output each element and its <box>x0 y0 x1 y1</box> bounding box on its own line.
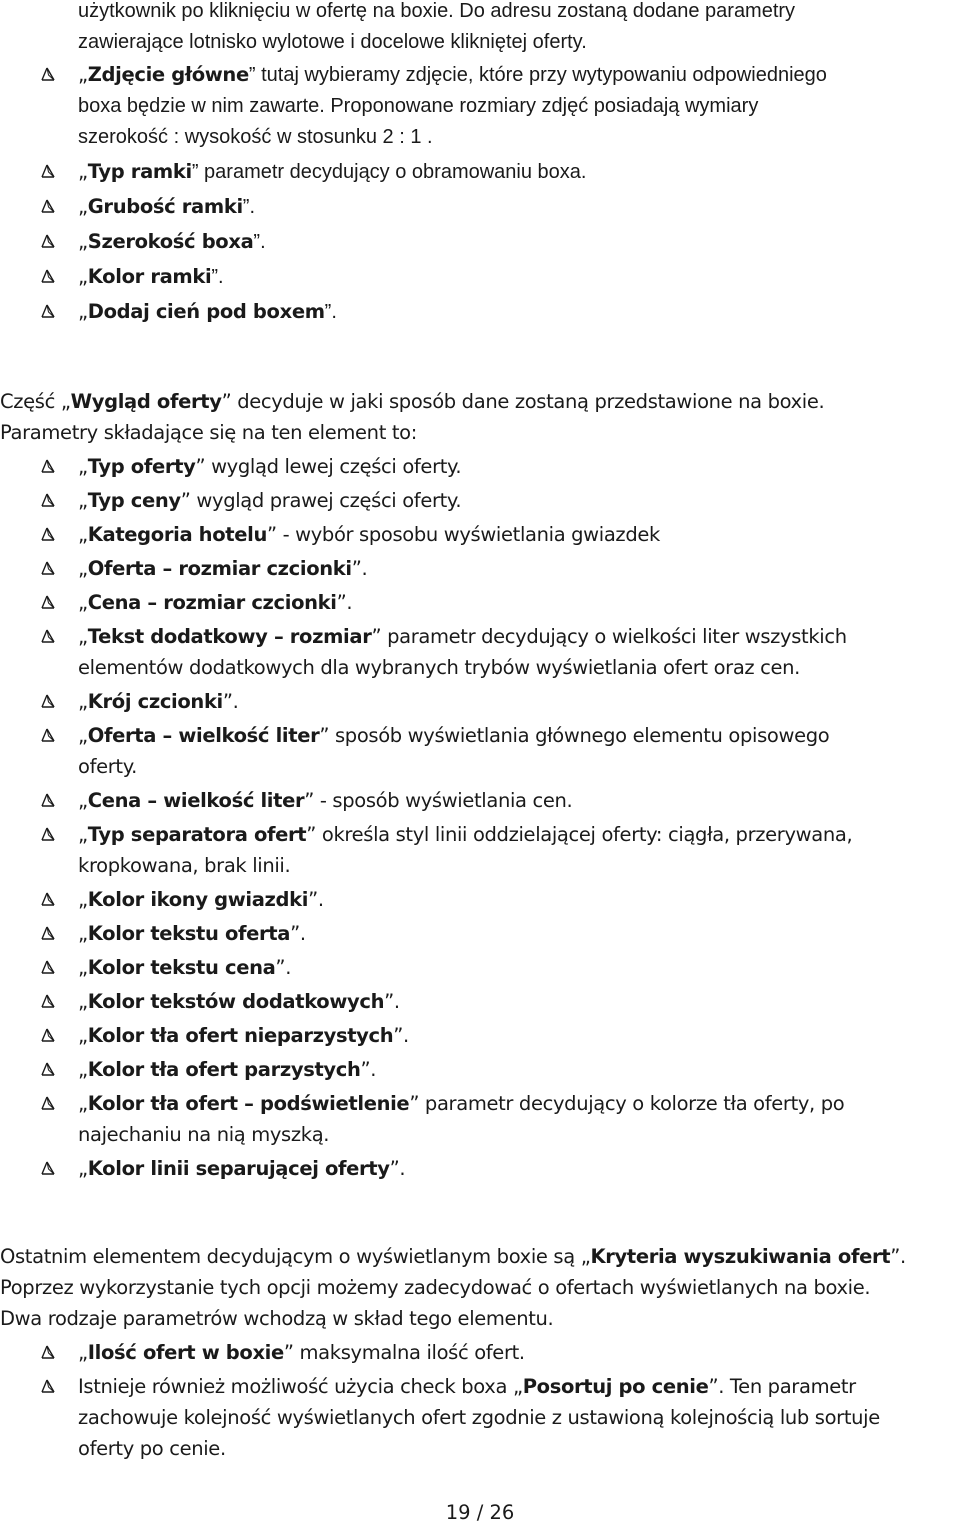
bullet-icon <box>40 233 56 249</box>
list-item: „Kolor tła ofert – podświetlenie” parametr decydujący o kolorze tła oferty, po najechaniu na nią myszką. <box>0 1088 960 1150</box>
item-text: . <box>399 1157 406 1180</box>
list-item: Istnieje również możliwość użycia check boxa „Posortuj po cenie”. Ten parametr zachowuje kolejność wyświetlanych ofert zgodnie z ustawioną kolejnością lub sortuje oferty po cenie. <box>0 1371 960 1464</box>
list-item: „Typ separatora ofert” określa styl linii oddzielającej oferty: ciągła, przerywana, kropkowana, brak linii. <box>0 819 960 881</box>
list-item: „Typ ceny” wygląd prawej części oferty. <box>0 485 960 516</box>
list-item: „Kolor tła ofert parzystych”. <box>0 1054 960 1085</box>
bullet-icon <box>40 1378 56 1394</box>
bullet-icon <box>40 198 56 214</box>
section-search-line: Dwa rodzaje parametrów wchodzą w skład tego elementu. <box>0 1307 554 1330</box>
item-title: Kolor tekstów dodatkowych <box>87 990 385 1013</box>
intro-line: zawierające lotnisko wylotowe i docelowe klikniętej oferty. <box>78 31 587 53</box>
bullet-icon <box>40 458 56 474</box>
item-text: oferty. <box>78 755 137 778</box>
item-text: . Ten parametr <box>718 1375 856 1398</box>
bullet-icon <box>40 163 56 179</box>
item-title: Kolor linii separującej oferty <box>87 1157 390 1180</box>
list-item: „Kategoria hotelu” - wybór sposobu wyświetlania gwiazdek <box>0 519 960 550</box>
bullet-icon <box>40 66 56 82</box>
section-search-line: Poprzez wykorzystanie tych opcji możemy zadecydować o ofertach wyświetlanych na boxie. <box>0 1276 871 1299</box>
bullet-icon <box>40 993 56 1009</box>
item-text: . <box>285 956 292 979</box>
bullet-icon <box>40 1160 56 1176</box>
item-text: . <box>403 1024 409 1047</box>
item-text: oferty po cenie. <box>78 1437 226 1460</box>
list-settings-box <box>0 59 960 331</box>
bullet-icon <box>40 1027 56 1043</box>
intro-paragraph <box>0 0 960 58</box>
list-item: „Szerokość boxa”. <box>0 226 960 258</box>
list-item: „Typ ramki” parametr decydujący o obramowaniu boxa. <box>0 156 960 188</box>
item-text: maksymalna ilość ofert. <box>293 1341 525 1364</box>
item-text: . <box>317 888 324 911</box>
item-title: Posortuj po cenie <box>522 1375 709 1398</box>
item-text: szerokość : wysokość w stosunku 2 : 1 . <box>78 126 433 148</box>
bullet-icon <box>40 826 56 842</box>
item-text: . <box>346 591 353 614</box>
item-title: Cena – wielkość liter <box>87 789 305 812</box>
bullet-icon <box>40 891 56 907</box>
item-text: sposób wyświetlania głównego elementu opisowego <box>329 724 830 747</box>
item-title: Kolor tła ofert – podświetlenie <box>87 1092 410 1115</box>
list-item: „Kolor tekstu oferta”. <box>0 918 960 949</box>
item-title: Kolor tekstu oferta <box>87 922 291 945</box>
item-title: Kolor tła ofert parzystych <box>87 1058 361 1081</box>
list-search-criteria <box>0 1337 960 1467</box>
item-title: Cena – rozmiar czcionki <box>87 591 337 614</box>
item-text: elementów dodatkowych dla wybranych trybów wyświetlania ofert oraz cen. <box>78 656 801 679</box>
list-item: „Dodaj cień pod boxem”. <box>0 296 960 328</box>
item-text: określa styl linii oddzielającej oferty: ciągła, przerywana, <box>316 823 853 846</box>
item-text: . <box>370 1058 377 1081</box>
bullet-icon <box>40 303 56 319</box>
item-title: Krój czcionki <box>87 690 223 713</box>
section-title: Wygląd oferty <box>70 390 222 413</box>
section-search-line: Ostatnim elementem decydującym o wyświetlanym boxie są „Kryteria wyszukiwania ofert”. <box>0 1245 906 1268</box>
item-text: . <box>218 266 224 288</box>
section-text: decyduje w jaki sposób dane zostaną przedstawione na boxie. <box>231 390 825 413</box>
list-appearance <box>0 451 960 1187</box>
list-item: „Kolor linii separującej oferty”. <box>0 1153 960 1184</box>
page-number: 19 / 26 <box>445 1501 515 1524</box>
section-title: Kryteria wyszukiwania ofert <box>590 1245 891 1268</box>
bullet-icon <box>40 560 56 576</box>
bullet-icon <box>40 492 56 508</box>
bullet-icon <box>40 959 56 975</box>
item-text: . <box>260 231 266 253</box>
item-text: parametr decydujący o kolorze tła oferty, po <box>419 1092 845 1115</box>
list-item: „Krój czcionki”. <box>0 686 960 717</box>
item-text: parametr decydujący o obramowaniu boxa. <box>198 161 587 183</box>
intro-line: użytkownik po kliknięciu w ofertę na boxie. Do adresu zostaną dodane parametry <box>78 0 796 22</box>
section-appearance-line: Część „Wygląd oferty” decyduje w jaki sposób dane zostaną przedstawione na boxie. <box>0 390 825 413</box>
item-title: Kolor tekstu cena <box>87 956 276 979</box>
bullet-icon <box>40 727 56 743</box>
section-appearance <box>0 386 960 448</box>
item-title: Ilość ofert w boxie <box>87 1341 284 1364</box>
item-text: . <box>232 690 239 713</box>
item-text: . <box>299 922 306 945</box>
list-item: „Typ oferty” wygląd lewej części oferty. <box>0 451 960 482</box>
list-item: „Zdjęcie główne” tutaj wybieramy zdjęcie, które przy wytypowaniu odpowiedniego boxa będzie w nim zawarte. Proponowane rozmiary zdjęć posiadają wymiary szerokość : wysokość w stosunku 2 : 1 . <box>0 59 960 153</box>
list-item: „Grubość ramki”. <box>0 191 960 223</box>
list-item: „Oferta – rozmiar czcionki”. <box>0 553 960 584</box>
bullet-icon <box>40 594 56 610</box>
item-text: - sposób wyświetlania cen. <box>314 789 573 812</box>
item-text: boxa będzie w nim zawarte. Proponowane rozmiary zdjęć posiadają wymiary <box>78 95 759 117</box>
bullet-icon <box>40 693 56 709</box>
list-item: „Kolor tekstów dodatkowych”. <box>0 986 960 1017</box>
item-text: wygląd prawej części oferty. <box>190 489 462 512</box>
bullet-icon <box>40 268 56 284</box>
bullet-icon <box>40 1061 56 1077</box>
item-title: Zdjęcie główne <box>87 63 249 86</box>
item-title: Typ ceny <box>87 489 181 512</box>
bullet-icon <box>40 925 56 941</box>
list-item: „Ilość ofert w boxie” maksymalna ilość ofert. <box>0 1337 960 1368</box>
list-item: „Kolor ikony gwiazdki”. <box>0 884 960 915</box>
list-item: „Tekst dodatkowy – rozmiar” parametr decydujący o wielkości liter wszystkich elementów dodatkowych dla wybranych trybów wyświetlania ofert oraz cen. <box>0 621 960 683</box>
item-text: parametr decydujący o wielkości liter wszystkich <box>381 625 847 648</box>
list-item: „Kolor tła ofert nieparzystych”. <box>0 1020 960 1051</box>
item-title: Kategoria hotelu <box>87 523 267 546</box>
item-text: zachowuje kolejność wyświetlanych ofert zgodnie z ustawioną kolejnością lub sortuje <box>78 1406 880 1429</box>
section-appearance-line: Parametry składające się na ten element to: <box>0 421 417 444</box>
bullet-icon <box>40 526 56 542</box>
bullet-icon <box>40 1344 56 1360</box>
item-text: . <box>393 990 400 1013</box>
section-text: Ostatnim elementem decydującym o wyświetlanym boxie są <box>0 1245 581 1268</box>
item-text: najechaniu na nią myszką. <box>78 1123 330 1146</box>
item-text: - wybór sposobu wyświetlania gwiazdek <box>276 523 660 546</box>
bullet-icon <box>40 792 56 808</box>
list-item: „Kolor tekstu cena”. <box>0 952 960 983</box>
item-text: Istnieje również możliwość użycia check boxa <box>78 1375 513 1398</box>
bullet-icon <box>40 1095 56 1111</box>
item-text: . <box>361 557 368 580</box>
list-item: „Cena – wielkość liter” - sposób wyświetlania cen. <box>0 785 960 816</box>
item-title: Oferta – wielkość liter <box>87 724 320 747</box>
item-title: Oferta – rozmiar czcionki <box>87 557 352 580</box>
item-title: Typ ramki <box>87 160 192 183</box>
item-title: Szerokość boxa <box>87 230 254 253</box>
item-text: . <box>249 196 256 218</box>
section-search-criteria <box>0 1241 960 1334</box>
item-title: Tekst dodatkowy – rozmiar <box>87 625 372 648</box>
item-title: Typ oferty <box>87 455 196 478</box>
item-text: . <box>331 301 337 323</box>
item-title: Grubość ramki <box>87 195 243 218</box>
section-text: Część <box>0 390 61 413</box>
item-text: kropkowana, brak linii. <box>78 854 291 877</box>
item-title: Typ separatora ofert <box>87 823 307 846</box>
bullet-icon <box>40 628 56 644</box>
item-title: Kolor ramki <box>87 265 212 288</box>
item-text: tutaj wybieramy zdjęcie, które przy wytypowaniu odpowiedniego <box>255 64 827 86</box>
list-item: „Kolor ramki”. <box>0 261 960 293</box>
list-item: „Cena – rozmiar czcionki”. <box>0 587 960 618</box>
section-text: . <box>899 1245 906 1268</box>
list-item: „Oferta – wielkość liter” sposób wyświetlania głównego elementu opisowego oferty. <box>0 720 960 782</box>
item-title: Kolor ikony gwiazdki <box>87 888 309 911</box>
item-title: Dodaj cień pod boxem <box>87 300 325 323</box>
item-text: wygląd lewej części oferty. <box>205 455 462 478</box>
item-title: Kolor tła ofert nieparzystych <box>87 1024 394 1047</box>
